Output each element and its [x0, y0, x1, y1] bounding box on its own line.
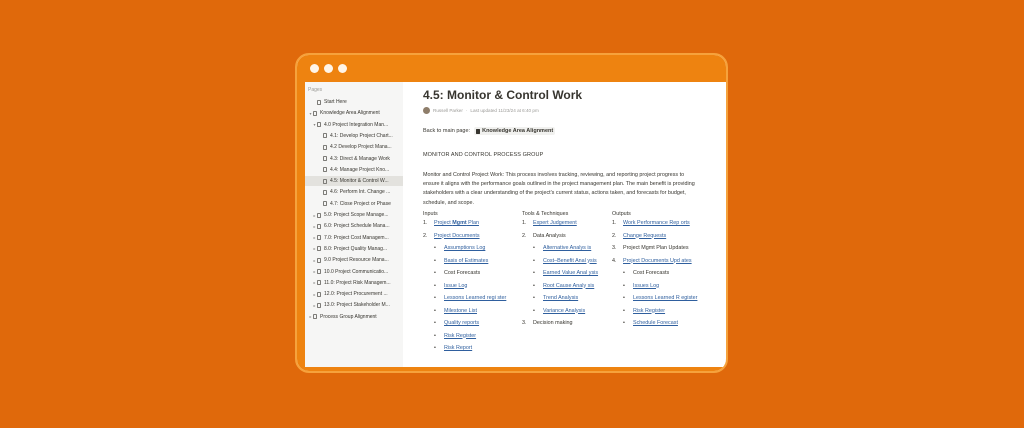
link-work-performance-reports[interactable]: Work Performance Rep orts	[623, 220, 690, 226]
sidebar-item[interactable]	[305, 244, 403, 254]
bullet: •	[434, 270, 436, 276]
sidebar-item[interactable]	[305, 154, 403, 164]
page-icon	[323, 179, 327, 184]
sub-item-link[interactable]: Root Cause Analy sis	[543, 282, 595, 289]
meta-separator: ·	[465, 108, 468, 113]
bullet: •	[533, 245, 535, 251]
link-text: Plan	[466, 220, 479, 226]
sidebar-item[interactable]	[305, 221, 403, 231]
page-icon	[317, 303, 321, 308]
page-icon	[317, 258, 321, 263]
bullet: •	[533, 257, 535, 264]
page-icon	[323, 156, 327, 161]
sub-item-link[interactable]: Basis of Estimates	[444, 257, 489, 264]
sidebar-item-label: 4.1: Develop Project Chart...	[330, 132, 393, 139]
back-label: Back to main page:	[423, 128, 471, 134]
toggle-icon[interactable]: ▾	[313, 122, 316, 128]
sidebar-item[interactable]	[305, 97, 403, 107]
content-margin	[708, 82, 728, 367]
window-frame-bottom	[297, 367, 726, 373]
sidebar-item[interactable]	[305, 176, 403, 186]
sub-item-link[interactable]: Issue Log	[444, 282, 468, 289]
sidebar-item[interactable]	[305, 210, 403, 220]
list-item	[522, 220, 606, 227]
data-analysis-label: Data Analysis	[533, 232, 566, 239]
sidebar-item-label: 4.5: Monitor & Control W...	[330, 178, 389, 185]
sidebar-item-label: 7.0: Project Cost Managem...	[324, 234, 389, 241]
page-icon	[317, 100, 321, 105]
inputs-heading: Inputs	[423, 211, 438, 217]
sub-list-item	[612, 270, 704, 277]
sidebar-item-label: 10.0 Project Communicatio...	[324, 268, 389, 275]
sub-list-item	[423, 270, 513, 277]
sidebar	[305, 82, 403, 367]
last-updated: Last updated 11/23/24 at 6:40 pm	[470, 108, 539, 113]
toggle-icon[interactable]: ▸	[313, 257, 316, 263]
bullet: •	[623, 282, 625, 289]
list-number: 3.	[522, 320, 527, 326]
page-icon	[323, 167, 327, 172]
sidebar-item[interactable]	[305, 199, 403, 209]
sub-list-item	[423, 308, 513, 315]
sidebar-item[interactable]	[305, 120, 403, 130]
bullet: •	[434, 345, 436, 351]
sidebar-item-label: Start Here	[324, 99, 347, 105]
sidebar-item-label: Knowledge Area Alignment	[320, 110, 380, 117]
sub-item-link[interactable]: Lessons Learned R egister	[633, 295, 698, 301]
bullet: •	[533, 307, 535, 314]
page-icon	[317, 235, 321, 240]
page-meta	[423, 107, 539, 114]
sub-list-item	[522, 270, 606, 277]
bullet: •	[434, 245, 436, 251]
list-item	[612, 233, 704, 240]
sidebar-item-label: 13.0: Project Stakeholder M...	[324, 302, 390, 309]
link-expert-judgement[interactable]: Expert Judgement	[533, 220, 577, 226]
sub-item-link[interactable]: Cost–Benefit Anal ysis	[543, 257, 597, 264]
sidebar-item-label: 11.0: Project Risk Managem...	[324, 279, 391, 286]
description-paragraph: Monitor and Control Project Work: This process involves tracking, reviewing, and reporting project progress to ensure it aligns with the performance goals outlined in the project management plan. The main benefit is providing stakeholders with a clear understanding of the project's current status, actions taken, and forecasts for budget, schedule, and scope.	[423, 172, 695, 206]
sub-list-item	[423, 320, 513, 327]
list-item	[612, 245, 704, 252]
document	[403, 82, 708, 367]
sub-item-link[interactable]: Risk Register	[633, 307, 666, 314]
list-item	[612, 220, 704, 227]
sub-list-item	[612, 283, 704, 290]
window-dot-2[interactable]	[324, 64, 333, 73]
sub-list-item	[522, 295, 606, 302]
link-change-requests[interactable]: Change Requests	[623, 232, 667, 239]
bullet: •	[434, 307, 436, 314]
bullet: •	[434, 320, 436, 326]
sub-item-link[interactable]: Risk Register	[444, 332, 477, 339]
link-text-bold: Mgmt	[452, 220, 467, 226]
page-icon	[317, 213, 321, 218]
toggle-icon[interactable]: ▸	[313, 223, 316, 229]
outputs-heading: Outputs	[612, 211, 631, 217]
list-number: 1.	[612, 220, 617, 226]
list-item	[612, 258, 704, 265]
sub-list-item	[522, 245, 606, 252]
sidebar-item[interactable]	[305, 131, 403, 141]
outputs-column	[612, 211, 704, 333]
sidebar-item-label: 4.2 Develop Project Mana...	[330, 144, 392, 151]
decision-making-label: Decision making	[533, 320, 573, 326]
page-icon	[323, 201, 327, 206]
plan-updates-label: Project Mgmt Plan Updates	[623, 245, 689, 251]
inputs-sublist	[423, 245, 513, 352]
tools-sublist	[522, 245, 606, 315]
page-icon	[323, 190, 327, 195]
page-icon	[323, 145, 327, 150]
tools-column	[522, 211, 606, 333]
sub-item-link[interactable]: Alternative Analys is	[543, 245, 592, 251]
sidebar-item-label: 4.0 Project Integration Man...	[324, 121, 389, 128]
list-number: 2.	[522, 232, 527, 239]
list-number: 4.	[612, 257, 617, 264]
sub-list-item	[423, 295, 513, 302]
window-frame-left	[297, 82, 305, 367]
sub-list-item	[522, 308, 606, 315]
sidebar-item-label: 5.0: Project Scope Manage...	[324, 212, 389, 218]
list-item	[423, 233, 513, 240]
bullet: •	[533, 295, 535, 301]
sidebar-item[interactable]	[305, 233, 403, 243]
bullet: •	[533, 270, 535, 276]
sidebar-item[interactable]	[305, 289, 403, 299]
list-number: 2.	[612, 232, 617, 239]
sub-item-link[interactable]: Assumptions Log	[444, 245, 486, 251]
sidebar-item[interactable]	[305, 278, 403, 288]
sub-list-item	[423, 245, 513, 252]
bullet: •	[623, 295, 625, 301]
sub-list-item	[612, 320, 704, 327]
sidebar-item[interactable]	[305, 255, 403, 265]
sub-list-item	[612, 308, 704, 315]
page-icon	[317, 292, 321, 297]
back-to-main	[423, 127, 555, 135]
page-icon	[317, 280, 321, 285]
tools-heading: Tools & Techniques	[522, 211, 569, 217]
app-window	[295, 53, 728, 373]
bullet: •	[623, 307, 625, 314]
page-icon	[317, 246, 321, 251]
avatar	[423, 107, 430, 114]
sidebar-item-label: 4.6: Perform Int. Change ...	[330, 189, 391, 196]
title-bar	[297, 55, 726, 82]
sidebar-item[interactable]	[305, 267, 403, 277]
sidebar-item[interactable]	[305, 108, 403, 118]
sub-item-text: Cost Forecasts	[444, 270, 481, 276]
toggle-icon[interactable]: ▸	[313, 269, 316, 274]
inputs-column	[423, 211, 513, 358]
sidebar-item-label: Process Group Alignment	[320, 313, 377, 320]
toggle-icon[interactable]: ▾	[309, 110, 312, 116]
sidebar-item-label: 8.0: Project Quality Manag...	[324, 245, 388, 252]
section-heading: MONITOR AND CONTROL PROCESS GROUP	[423, 152, 544, 158]
sub-list-item	[423, 345, 513, 352]
list-item	[522, 320, 606, 327]
page-icon	[476, 129, 480, 134]
sub-item-link[interactable]: Lessons Learned regi ster	[444, 295, 507, 301]
sidebar-item[interactable]	[305, 312, 403, 322]
list-number: 3.	[612, 245, 617, 251]
bullet: •	[434, 332, 436, 339]
link-project-mgmt-plan[interactable]	[434, 220, 513, 227]
sidebar-item[interactable]	[305, 142, 403, 152]
toggle-icon[interactable]: ▸	[309, 314, 312, 320]
page-title: 4.5: Monitor & Control Work	[423, 88, 583, 102]
toggle-icon[interactable]: ▸	[313, 280, 316, 286]
outputs-sublist	[612, 270, 704, 327]
sub-list-item	[423, 333, 513, 340]
page-icon	[317, 269, 321, 274]
sidebar-item-label: 4.7: Close Project or Phase	[330, 200, 391, 207]
page-icon	[323, 133, 327, 138]
toggle-icon[interactable]: ▸	[313, 291, 316, 297]
sub-item-link[interactable]: Trend Analysis	[543, 295, 579, 301]
sub-list-item	[522, 283, 606, 290]
sub-item-link[interactable]: Variance Analysis	[543, 307, 586, 314]
page-icon	[317, 122, 321, 127]
page-icon	[317, 224, 321, 229]
sidebar-item[interactable]	[305, 187, 403, 197]
page-icon	[313, 314, 317, 319]
link-project-documents[interactable]: Project Documents	[434, 232, 480, 239]
toggle-icon[interactable]: ▸	[313, 302, 316, 308]
toggle-icon[interactable]: ▸	[313, 235, 316, 241]
sidebar-item-label: 12.0: Project Procurement ...	[324, 291, 388, 298]
bullet: •	[623, 270, 625, 276]
sidebar-item-label: 4.4: Manage Project Kno...	[330, 166, 390, 173]
toggle-icon[interactable]: ▸	[313, 246, 316, 252]
sidebar-item-label: 4.3: Direct & Manage Work	[330, 155, 390, 162]
window-dot-1[interactable]	[310, 64, 319, 73]
sub-item-link[interactable]: Schedule Forecast	[633, 320, 678, 326]
sub-item-link[interactable]: Risk Report	[444, 345, 473, 351]
bullet: •	[434, 295, 436, 301]
sidebar-item-label: 6.0: Project Schedule Mana...	[324, 223, 390, 230]
list-item	[522, 233, 606, 240]
sub-list-item	[522, 258, 606, 265]
list-number: 1.	[522, 220, 527, 226]
sidebar-item[interactable]	[305, 300, 403, 310]
back-link[interactable]	[474, 127, 555, 135]
sub-list-item	[423, 258, 513, 265]
bullet: •	[623, 320, 625, 326]
bullet: •	[434, 282, 436, 289]
window-dot-3[interactable]	[338, 64, 347, 73]
list-number: 2.	[423, 232, 428, 239]
sub-item-link[interactable]: Earned Value Anal ysis	[543, 270, 599, 276]
sub-list-item	[612, 295, 704, 302]
bullet: •	[434, 257, 436, 264]
bullet: •	[533, 282, 535, 289]
author-name: Russell Parker	[433, 108, 463, 113]
link-text: Project	[434, 220, 453, 226]
sub-list-item	[423, 283, 513, 290]
sidebar-item[interactable]	[305, 165, 403, 175]
sub-item-link[interactable]: Issues Log	[633, 282, 660, 289]
link-project-documents-updates[interactable]: Project Documents Upd ates	[623, 257, 692, 264]
sub-item-link[interactable]: Quality reports	[444, 320, 480, 326]
back-link-label: Knowledge Area Alignment	[482, 128, 554, 134]
list-item	[423, 220, 513, 227]
list-number: 1.	[423, 220, 428, 226]
sub-item-link[interactable]: Milestone List	[444, 307, 477, 314]
sidebar-item-label: 9.0 Project Resource Mana...	[324, 257, 389, 264]
sub-item-text: Cost Forecasts	[633, 270, 670, 276]
pages-label: Pages	[308, 87, 323, 93]
toggle-icon[interactable]: ▸	[313, 212, 316, 218]
page-icon	[313, 111, 317, 116]
